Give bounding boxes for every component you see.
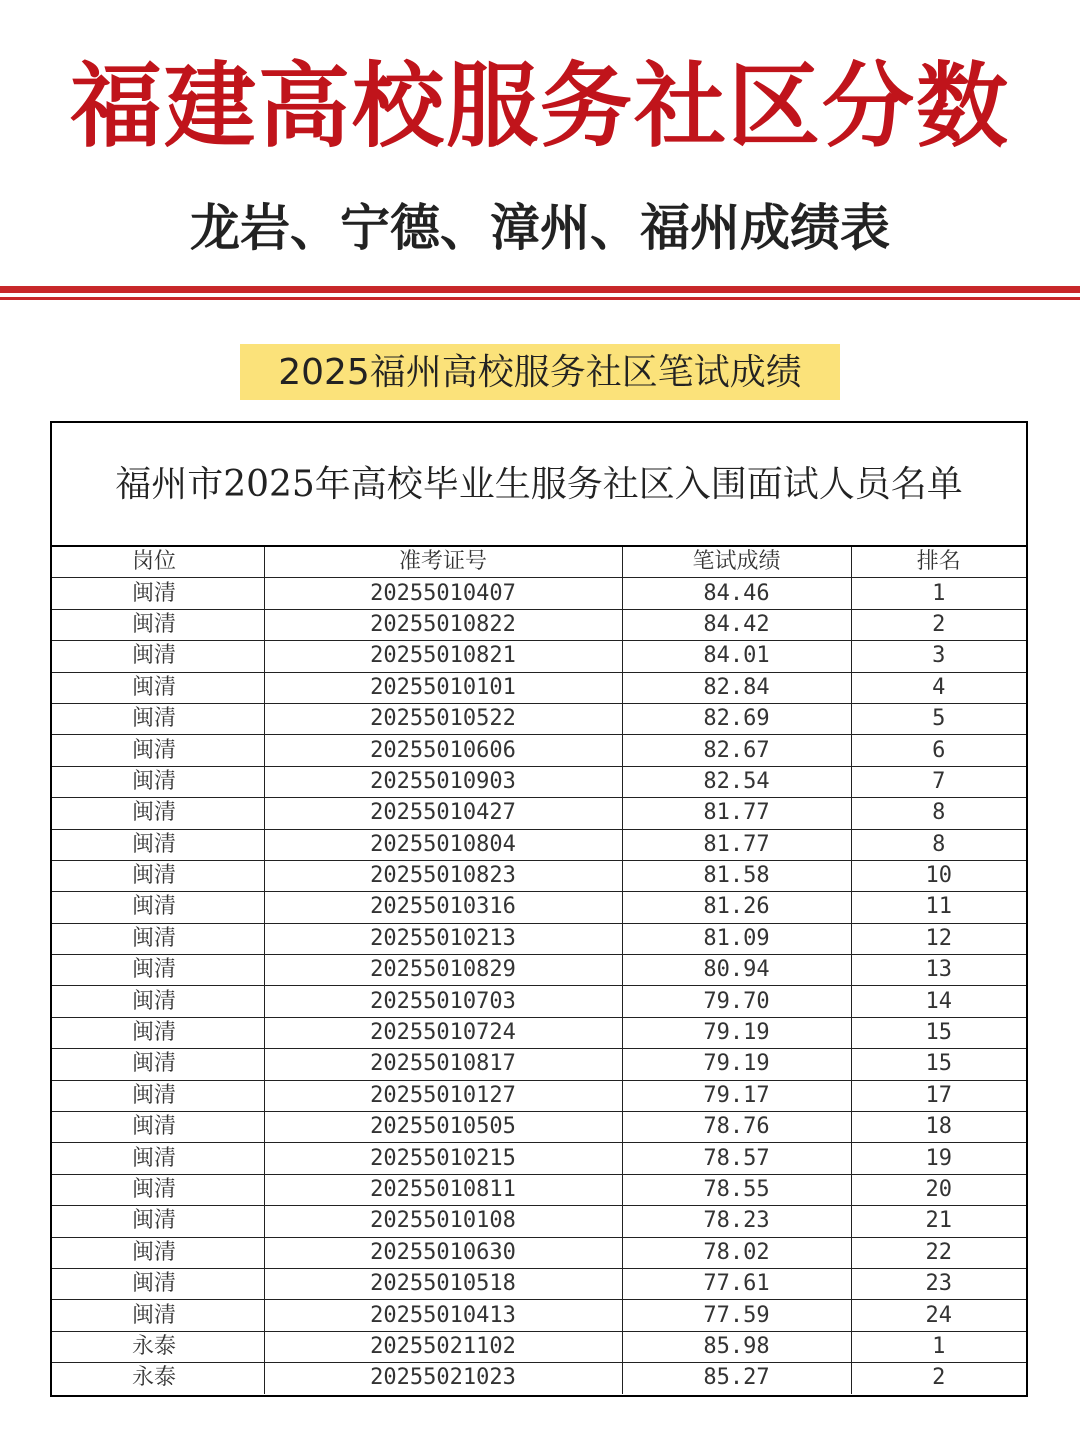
- rank-cell: 2: [851, 609, 1026, 640]
- exam-id-cell: 20255010505: [264, 1112, 622, 1143]
- rank-cell: 22: [851, 1237, 1026, 1268]
- post-cell: 闽清: [52, 1049, 264, 1080]
- score-cell: 79.19: [622, 1017, 851, 1048]
- exam-id-cell: 20255010804: [264, 829, 622, 860]
- table-row: [52, 1080, 1026, 1111]
- score-cell: 81.09: [622, 923, 851, 954]
- rank-cell: 1: [851, 578, 1026, 609]
- divider-thick: [0, 286, 1080, 293]
- score-cell: 85.27: [622, 1363, 851, 1394]
- table-row: [52, 1174, 1026, 1205]
- rank-cell: 10: [851, 860, 1026, 891]
- exam-id-cell: 20255010518: [264, 1268, 622, 1299]
- exam-id-cell: 20255010127: [264, 1080, 622, 1111]
- rank-cell: 14: [851, 986, 1026, 1017]
- rank-cell: 5: [851, 703, 1026, 734]
- table-row: [52, 578, 1026, 609]
- post-cell: 闽清: [52, 1143, 264, 1174]
- table-row: [52, 986, 1026, 1017]
- score-cell: 78.23: [622, 1206, 851, 1237]
- rank-cell: 6: [851, 735, 1026, 766]
- table-row: [52, 672, 1026, 703]
- section-label: 2025福州高校服务社区笔试成绩: [240, 344, 840, 400]
- sheet-title: 福州市2025年高校毕业生服务社区入围面试人员名单: [52, 423, 1026, 547]
- exam-id-cell: 20255010821: [264, 641, 622, 672]
- exam-id-cell: 20255010606: [264, 735, 622, 766]
- score-cell: 82.84: [622, 672, 851, 703]
- score-cell: 81.77: [622, 829, 851, 860]
- score-table: [52, 547, 1026, 1394]
- column-header-score: 笔试成绩: [622, 547, 851, 578]
- table-row: [52, 955, 1026, 986]
- exam-id-cell: 20255010108: [264, 1206, 622, 1237]
- rank-cell: 3: [851, 641, 1026, 672]
- exam-id-cell: 20255010703: [264, 986, 622, 1017]
- divider-thin: [0, 297, 1080, 300]
- post-cell: 闽清: [52, 1237, 264, 1268]
- rank-cell: 7: [851, 766, 1026, 797]
- table-row: [52, 703, 1026, 734]
- score-cell: 79.17: [622, 1080, 851, 1111]
- rank-cell: 17: [851, 1080, 1026, 1111]
- table-row: [52, 923, 1026, 954]
- post-cell: 闽清: [52, 1268, 264, 1299]
- table-row: [52, 1331, 1026, 1362]
- rank-cell: 12: [851, 923, 1026, 954]
- exam-id-cell: 20255021023: [264, 1363, 622, 1394]
- score-cell: 85.98: [622, 1331, 851, 1362]
- table-row: [52, 1206, 1026, 1237]
- exam-id-cell: 20255010316: [264, 892, 622, 923]
- post-cell: 闽清: [52, 672, 264, 703]
- rank-cell: 11: [851, 892, 1026, 923]
- score-cell: 77.59: [622, 1300, 851, 1331]
- score-cell: 81.26: [622, 892, 851, 923]
- post-cell: 闽清: [52, 955, 264, 986]
- main-title: 福建高校服务社区分数: [69, 53, 1010, 160]
- column-header-exam-id: 准考证号: [264, 547, 622, 578]
- rank-cell: 1: [851, 1331, 1026, 1362]
- score-cell: 77.61: [622, 1268, 851, 1299]
- post-cell: 闽清: [52, 1017, 264, 1048]
- rank-cell: 13: [851, 955, 1026, 986]
- table-header-row: [52, 547, 1026, 578]
- subtitle: 龙岩、宁德、漳州、福州成绩表: [190, 199, 890, 257]
- score-cell: 82.54: [622, 766, 851, 797]
- exam-id-cell: 20255010823: [264, 860, 622, 891]
- score-cell: 78.57: [622, 1143, 851, 1174]
- rank-cell: 21: [851, 1206, 1026, 1237]
- score-cell: 82.69: [622, 703, 851, 734]
- rank-cell: 19: [851, 1143, 1026, 1174]
- post-cell: 永泰: [52, 1363, 264, 1394]
- exam-id-cell: 20255010811: [264, 1174, 622, 1205]
- score-cell: 84.01: [622, 641, 851, 672]
- rank-cell: 18: [851, 1112, 1026, 1143]
- post-cell: 闽清: [52, 1206, 264, 1237]
- exam-id-cell: 20255010101: [264, 672, 622, 703]
- table-row: [52, 1300, 1026, 1331]
- column-header-post: 岗位: [52, 547, 264, 578]
- exam-id-cell: 20255010427: [264, 798, 622, 829]
- rank-cell: 15: [851, 1049, 1026, 1080]
- rank-cell: 2: [851, 1363, 1026, 1394]
- post-cell: 闽清: [52, 1174, 264, 1205]
- post-cell: 闽清: [52, 986, 264, 1017]
- score-cell: 78.02: [622, 1237, 851, 1268]
- table-row: [52, 1143, 1026, 1174]
- score-cell: 78.76: [622, 1112, 851, 1143]
- score-cell: 80.94: [622, 955, 851, 986]
- score-cell: 78.55: [622, 1174, 851, 1205]
- post-cell: 闽清: [52, 609, 264, 640]
- exam-id-cell: 20255010407: [264, 578, 622, 609]
- score-cell: 81.77: [622, 798, 851, 829]
- exam-id-cell: 20255021102: [264, 1331, 622, 1362]
- table-row: [52, 1049, 1026, 1080]
- rank-cell: 15: [851, 1017, 1026, 1048]
- score-cell: 84.42: [622, 609, 851, 640]
- post-cell: 闽清: [52, 1300, 264, 1331]
- table-row: [52, 1363, 1026, 1394]
- table-row: [52, 1268, 1026, 1299]
- exam-id-cell: 20255010817: [264, 1049, 622, 1080]
- exam-id-cell: 20255010724: [264, 1017, 622, 1048]
- exam-id-cell: 20255010215: [264, 1143, 622, 1174]
- score-cell: 81.58: [622, 860, 851, 891]
- rank-cell: 4: [851, 672, 1026, 703]
- post-cell: 闽清: [52, 860, 264, 891]
- rank-cell: 8: [851, 829, 1026, 860]
- post-cell: 闽清: [52, 829, 264, 860]
- exam-id-cell: 20255010822: [264, 609, 622, 640]
- table-row: [52, 829, 1026, 860]
- exam-id-cell: 20255010829: [264, 955, 622, 986]
- score-sheet: [50, 421, 1028, 1397]
- post-cell: 闽清: [52, 1112, 264, 1143]
- post-cell: 闽清: [52, 703, 264, 734]
- table-row: [52, 1237, 1026, 1268]
- rank-cell: 8: [851, 798, 1026, 829]
- post-cell: 闽清: [52, 798, 264, 829]
- rank-cell: 24: [851, 1300, 1026, 1331]
- table-row: [52, 892, 1026, 923]
- score-cell: 82.67: [622, 735, 851, 766]
- table-row: [52, 1017, 1026, 1048]
- column-header-rank: 排名: [851, 547, 1026, 578]
- table-row: [52, 641, 1026, 672]
- table-row: [52, 766, 1026, 797]
- post-cell: 闽清: [52, 641, 264, 672]
- score-cell: 84.46: [622, 578, 851, 609]
- post-cell: 闽清: [52, 923, 264, 954]
- table-row: [52, 1112, 1026, 1143]
- table-row: [52, 735, 1026, 766]
- table-row: [52, 798, 1026, 829]
- exam-id-cell: 20255010413: [264, 1300, 622, 1331]
- exam-id-cell: 20255010522: [264, 703, 622, 734]
- rank-cell: 23: [851, 1268, 1026, 1299]
- post-cell: 闽清: [52, 892, 264, 923]
- rank-cell: 20: [851, 1174, 1026, 1205]
- post-cell: 闽清: [52, 735, 264, 766]
- post-cell: 闽清: [52, 578, 264, 609]
- post-cell: 闽清: [52, 766, 264, 797]
- score-cell: 79.19: [622, 1049, 851, 1080]
- post-cell: 闽清: [52, 1080, 264, 1111]
- exam-id-cell: 20255010630: [264, 1237, 622, 1268]
- table-row: [52, 860, 1026, 891]
- score-cell: 79.70: [622, 986, 851, 1017]
- exam-id-cell: 20255010903: [264, 766, 622, 797]
- exam-id-cell: 20255010213: [264, 923, 622, 954]
- post-cell: 永泰: [52, 1331, 264, 1362]
- table-row: [52, 609, 1026, 640]
